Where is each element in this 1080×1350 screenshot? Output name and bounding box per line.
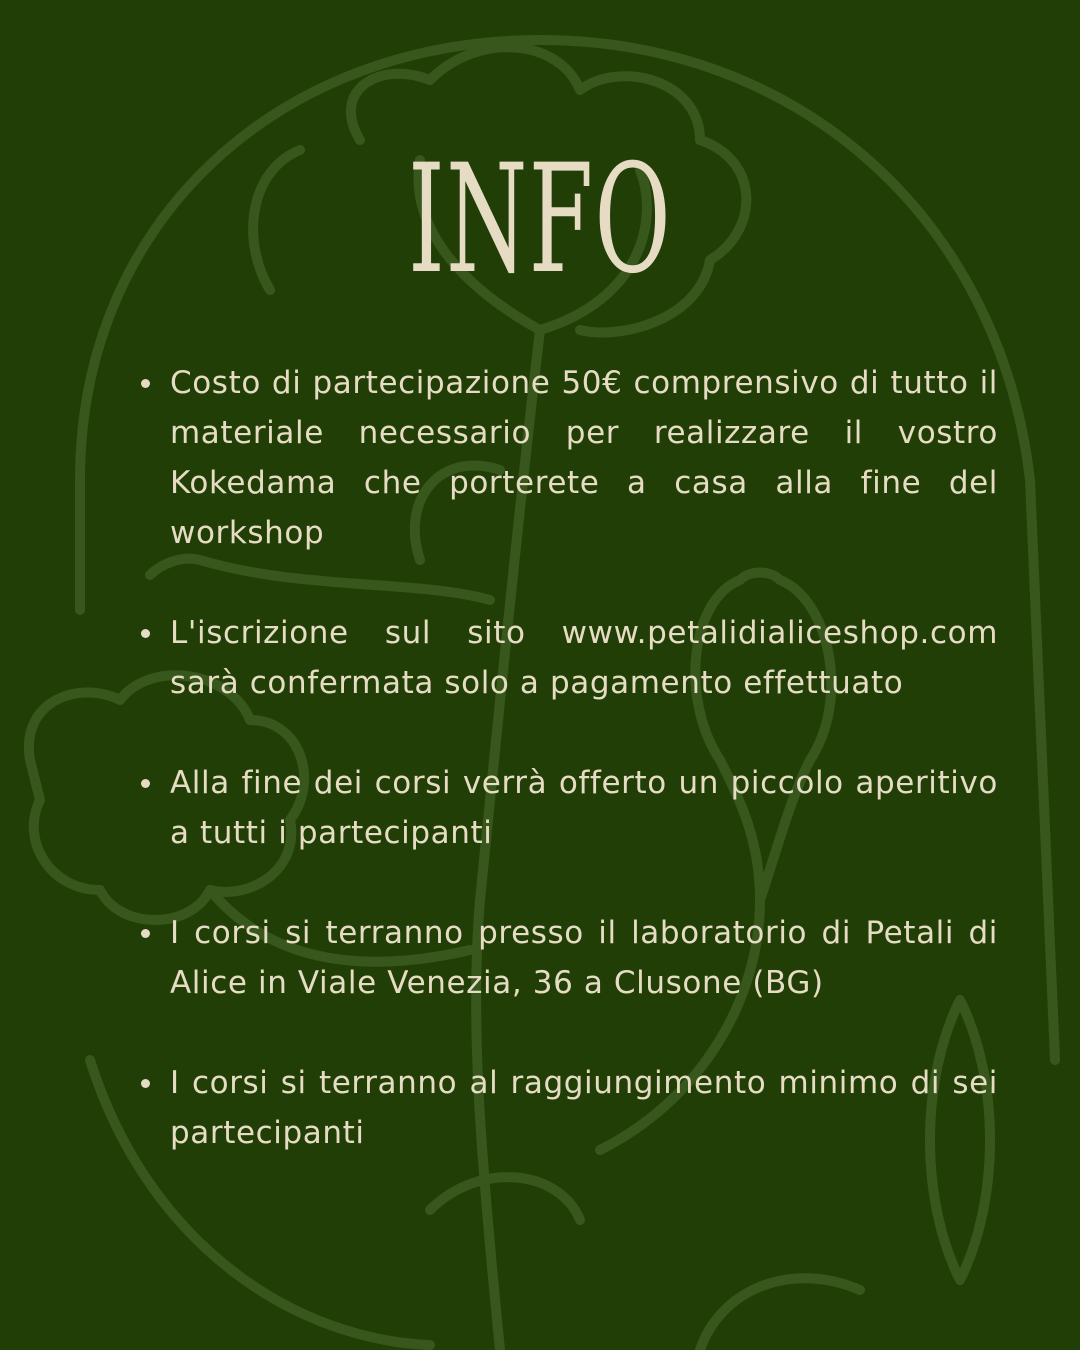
info-item-location: I corsi si terranno presso il laboratorio di Petali di Alice in Viale Venezia, 36 a Clusone (BG) (170, 908, 998, 1008)
info-list (170, 358, 998, 1208)
bottom-leaf-line (700, 1278, 860, 1350)
info-item-aperitif: Alla fine dei corsi verrà offerto un piccolo aperitivo a tutti i partecipanti (170, 758, 998, 858)
info-item-minimum: I corsi si terranno al raggiungimento minimo di sei partecipanti (170, 1058, 998, 1158)
page-title: INFO (408, 133, 672, 307)
info-item-registration: L'iscrizione sul sito www.petalidialiceshop.com sarà confermata solo a pagamento effettuato (170, 608, 998, 708)
info-item-cost: Costo di partecipazione 50€ comprensivo di tutto il materiale necessario per realizzare il vostro Kokedama che porterete a casa alla fine del workshop (170, 358, 998, 558)
